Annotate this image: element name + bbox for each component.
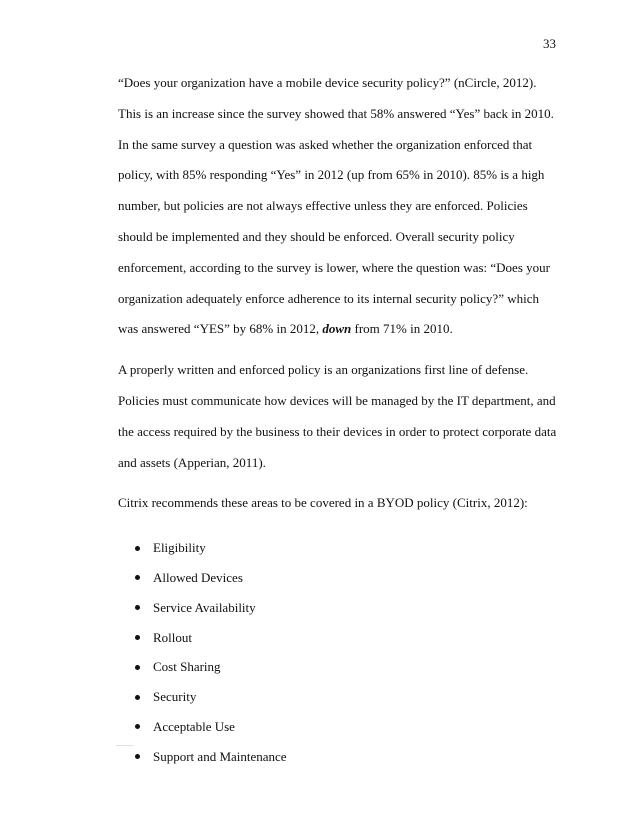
- bullet-icon: [135, 635, 140, 640]
- bullet-icon: [135, 605, 140, 610]
- list-item: [118, 593, 558, 623]
- list-item-label: Eligibility: [153, 540, 206, 556]
- page-number: 33: [543, 36, 556, 51]
- bullet-icon: [135, 695, 140, 700]
- paragraph-survey-results: [118, 68, 558, 345]
- list-item: [118, 712, 558, 742]
- byod-policy-areas-list: [118, 533, 558, 771]
- list-item: [118, 682, 558, 712]
- bullet-icon: [135, 724, 140, 729]
- list-item: [118, 563, 558, 593]
- paragraph-citrix-intro: Citrix recommends these areas to be covered in a BYOD policy (Citrix, 2012):: [118, 495, 528, 511]
- list-item-label: Support and Maintenance: [153, 748, 287, 764]
- list-item-label: Service Availability: [153, 599, 256, 615]
- list-item-label: Acceptable Use: [153, 718, 235, 734]
- list-item: [118, 533, 558, 563]
- bullet-icon: [135, 575, 140, 580]
- bullet-icon: [135, 546, 140, 551]
- paragraph-policy-defense: A properly written and enforced policy is an organizations first line of defense. Policies must communicate how devices will be managed by the IT department, and the access required by the business to their devices in order to protect corporate data and assets (Apperian, 2011).: [118, 362, 557, 470]
- bullet-icon: [135, 754, 140, 759]
- list-item: [118, 623, 558, 653]
- list-item-label: Rollout: [153, 629, 193, 645]
- list-item: [118, 652, 558, 682]
- list-item: [118, 742, 558, 772]
- paragraph-survey-text: “Does your organization have a mobile device security policy?” (nCircle, 2012). This is an increase since the survey showed that 58% answered “Yes” back in 2010. In the same survey a question was asked whether the organization enforced that policy, with 85% responding “Yes” in 2012 (up from 65% in 2010). 85% is a high number, but policies are not always effective unless they are enforced. Policies should be implemented and they should be enforced. Overall security policy enforcement, according to the survey is lower, where the question was: “Does your organization adequately enforce adherence to its internal security policy?” which was answered “YES” by 68% in 2012,: [118, 75, 554, 337]
- emphasis-down: down: [322, 321, 352, 337]
- list-item-label: Cost Sharing: [153, 659, 221, 675]
- body-text: [118, 68, 558, 772]
- paragraph-survey-end: from 71% in 2010.: [351, 321, 453, 337]
- divider: [116, 745, 134, 746]
- list-item-label: Allowed Devices: [153, 569, 243, 585]
- list-item-label: Security: [153, 689, 197, 705]
- bullet-icon: [135, 665, 140, 670]
